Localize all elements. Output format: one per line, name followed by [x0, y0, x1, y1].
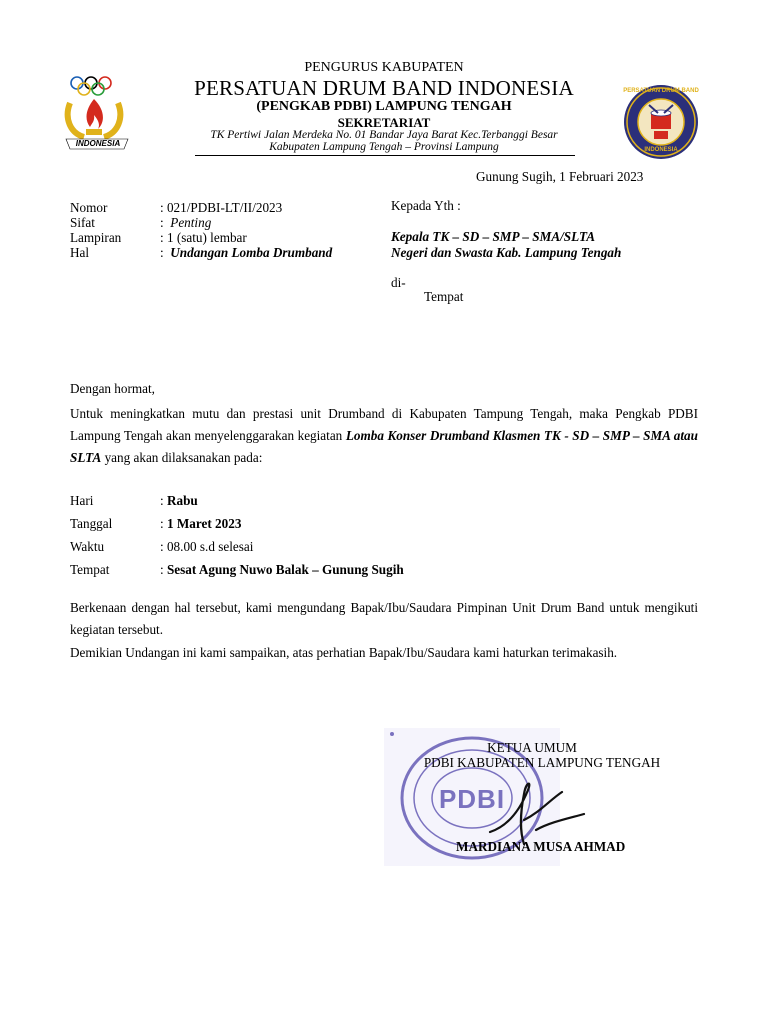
hal-row: : Undangan Lomba Drumband [160, 245, 333, 260]
sifat-row: : Penting [160, 215, 212, 230]
header-line1: PENGURUS KABUPATEN [304, 60, 464, 75]
tempat-row: : Sesat Agung Nuwo Balak – Gunung Sugih [160, 562, 404, 577]
tanggal-value: 1 Maret 2023 [166, 516, 242, 531]
tempat-value: Sesat Agung Nuwo Balak – Gunung Sugih [166, 562, 404, 577]
nomor-value: : 021/PDBI-LT/II/2023 [160, 200, 283, 215]
sifat-label: Sifat [70, 215, 95, 230]
right-logo-top-text: PERSATUAN DRUM BAND [623, 88, 699, 94]
lampiran-value: : 1 (satu) lembar [160, 230, 247, 245]
division: SEKRETARIAT [337, 115, 431, 130]
hari-row: : Rabu [160, 493, 198, 508]
paragraph-1-text: Untuk meningkatkan mutu dan prestasi unit Drumband di Kabupaten Tampung Tengah, maka Pengkab PDBI Lampung Tengah akan menyelenggarakan kegiatan [70, 406, 698, 443]
recipient-line1: Kepala TK – SD – SMP – SMA/SLTA [391, 229, 596, 244]
right-logo-bottom-text: INDONESIA [644, 147, 678, 153]
hal-label: Hal [70, 245, 90, 260]
recipient-di: di- [391, 275, 406, 290]
address-line2: Kabupaten Lampung Tengah – Provinsi Lampung [269, 141, 499, 153]
header-divider [195, 155, 575, 156]
paragraph-3: Demikian Undangan ini kami sampaikan, atas perhatian Bapak/Ibu/Saudara kami haturkan terimakasih. [70, 645, 618, 660]
nomor-label: Nomor [70, 200, 108, 215]
tanggal-row: : 1 Maret 2023 [160, 516, 242, 531]
kepada: Kepada Yth : [391, 198, 461, 213]
recipient-tempat: Tempat [424, 289, 464, 304]
paragraph-2: Berkenaan dengan hal tersebut, kami mengundang Bapak/Ibu/Saudara Pimpinan Unit Drum Band untuk mengikuti kegiatan tersebut. [70, 600, 698, 637]
paragraph-1-end: yang akan dilaksanakan pada: [101, 450, 263, 465]
handwritten-signature [480, 770, 590, 850]
hari-label: Hari [70, 493, 94, 508]
tanggal-label: Tanggal [70, 516, 113, 531]
sifat-value: Penting [170, 215, 212, 230]
greeting: Dengan hormat, [70, 381, 155, 396]
place-date: Gunung Sugih, 1 Februari 2023 [476, 169, 644, 184]
stamp-text: PDBI [438, 784, 506, 814]
signatory-title-2: PDBI KABUPATEN LAMPUNG TENGAH [423, 755, 661, 770]
lampiran-label: Lampiran [70, 230, 122, 245]
hari-value: Rabu [166, 493, 198, 508]
waktu-label: Waktu [70, 539, 105, 554]
signatory-title-1: KETUA UMUM [487, 740, 577, 755]
org-name: PERSATUAN DRUM BAND INDONESIA [194, 76, 574, 100]
paragraph-1 [70, 403, 698, 469]
tempat-label: Tempat [70, 562, 110, 577]
hal-value: Undangan Lomba Drumband [170, 245, 333, 260]
address-line1: TK Pertiwi Jalan Merdeka No. 01 Bandar Jaya Barat Kec.Terbanggi Besar [210, 129, 558, 141]
recipient-line2: Negeri dan Swasta Kab. Lampung Tengah [391, 245, 622, 260]
waktu-value: : 08.00 s.d selesai [160, 539, 254, 554]
sub-org: (PENGKAB PDBI) LAMPUNG TENGAH [256, 99, 512, 114]
left-logo-text: INDONESIA [75, 139, 121, 148]
event-name: Lomba Konser Drumband Klasmen TK - SD – SMP – SMA atau SLTA [70, 428, 698, 465]
signatory-name: MARDIANA MUSA AHMAD [456, 839, 626, 854]
